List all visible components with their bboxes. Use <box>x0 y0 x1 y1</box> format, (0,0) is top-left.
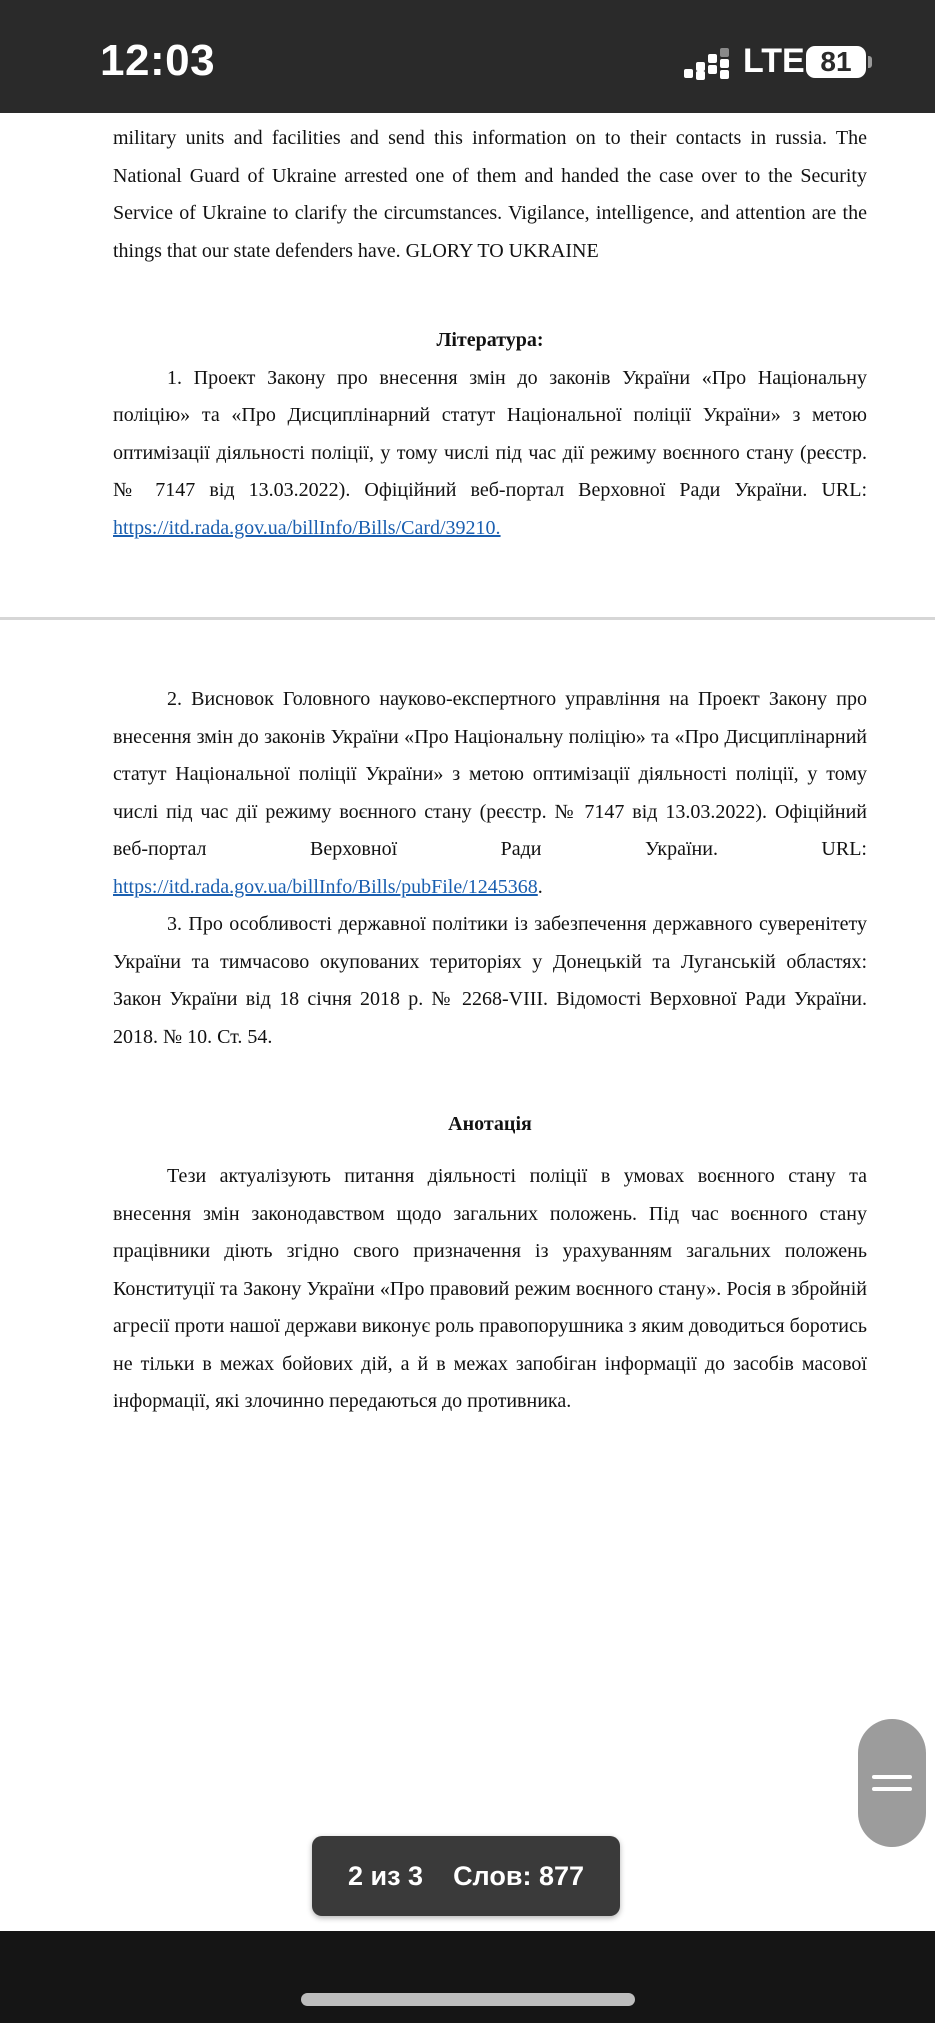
reference-1-link[interactable]: https://itd.rada.gov.ua/billInfo/Bills/Card/39210. <box>113 516 501 539</box>
reference-3: 3. Про особливості державної політики із забезпечення державного суверенітету України та тимчасово окупованих територіях у Донецькій та Луганській областях: Закон України від 18 січня 2018 р. № 2268-VIII. Відомості Верховної Ради України. 2018. № 10. Ст. 54. <box>113 913 867 1048</box>
english-paragraph: military units and facilities and send this information on to their contacts in russia. The National Guard of Ukraine arrested one of them and handed the case over to the Security Service of Ukraine to clarify the circumstances. Vigilance, intelligence, and attention are the things that our state defenders have. GLORY TO UKRAINE <box>113 127 867 262</box>
page-counter[interactable] <box>312 1836 620 1916</box>
annotation-body <box>113 1158 867 1421</box>
reference-2: 2. Висновок Головного науково-експертного управління на Проект Закону про внесення змін до законів України «Про Національну поліцію» та «Про Дисциплінарний статут Національної поліції України» з метою оптимізації діяльності поліції, у тому числі під час дії режиму воєнного стану (реєстр. № 7147 від 13.03.2022). Офіційний веб-портал Верховної Ради України. URL: https://itd.rada.gov.ua/billInfo/Bills/pubFile/1245368. <box>113 688 867 898</box>
document-page-2 <box>113 681 867 1056</box>
page-indicator: 2 из 3 <box>348 1860 424 1891</box>
clock: 12:03 <box>100 36 216 85</box>
reference-2-link[interactable]: https://itd.rada.gov.ua/billInfo/Bills/pubFile/1245368 <box>113 875 538 898</box>
bottom-bar <box>0 1931 935 2023</box>
word-count: Слов: 877 <box>453 1860 584 1891</box>
annotation-section <box>113 1106 867 1144</box>
signal-icon <box>684 48 730 80</box>
grip-line-icon <box>872 1775 912 1779</box>
battery-icon <box>806 46 866 78</box>
battery-level: 81 <box>820 46 852 77</box>
home-indicator[interactable] <box>301 1993 635 2006</box>
network-type: LTE <box>743 42 805 80</box>
page-divider <box>0 617 935 620</box>
document-page-1 <box>113 120 867 270</box>
annotation-heading: Анотація <box>448 1113 532 1135</box>
scroll-handle[interactable] <box>858 1719 926 1847</box>
annotation-paragraph: Тези актуалізують питання діяльності поліції в умовах воєнного стану та внесення змін законодавством щодо загальних положень. Під час воєнного стану працівники діють згідно свого призначення із урахуванням загальних положень Конституції та Закону України «Про правовий режим воєнного стану». Росія в збройній агресії проти нашої держави виконує роль правопорушника з яким доводиться боротись не тільки в межах бойових дій, а й в межах запобіган інформації до засобів масової інформації, які злочинно передаються до противника. <box>113 1165 867 1412</box>
grip-line-icon <box>872 1787 912 1791</box>
literature-section <box>113 322 867 547</box>
status-bar <box>0 0 935 113</box>
reference-1: 1. Проект Закону про внесення змін до законів України «Про Національну поліцію» та «Про Дисциплінарний статут Національної поліції України» з метою оптимізації діяльності поліції, у тому числі під час дії режиму воєнного стану (реєстр. № 7147 від 13.03.2022). Офіційний веб-портал Верховної Ради України. URL: https://itd.rada.gov.ua/billInfo/Bills/Card/39210. <box>113 366 867 539</box>
literature-heading: Література: <box>436 329 544 351</box>
battery-tip <box>868 56 872 68</box>
